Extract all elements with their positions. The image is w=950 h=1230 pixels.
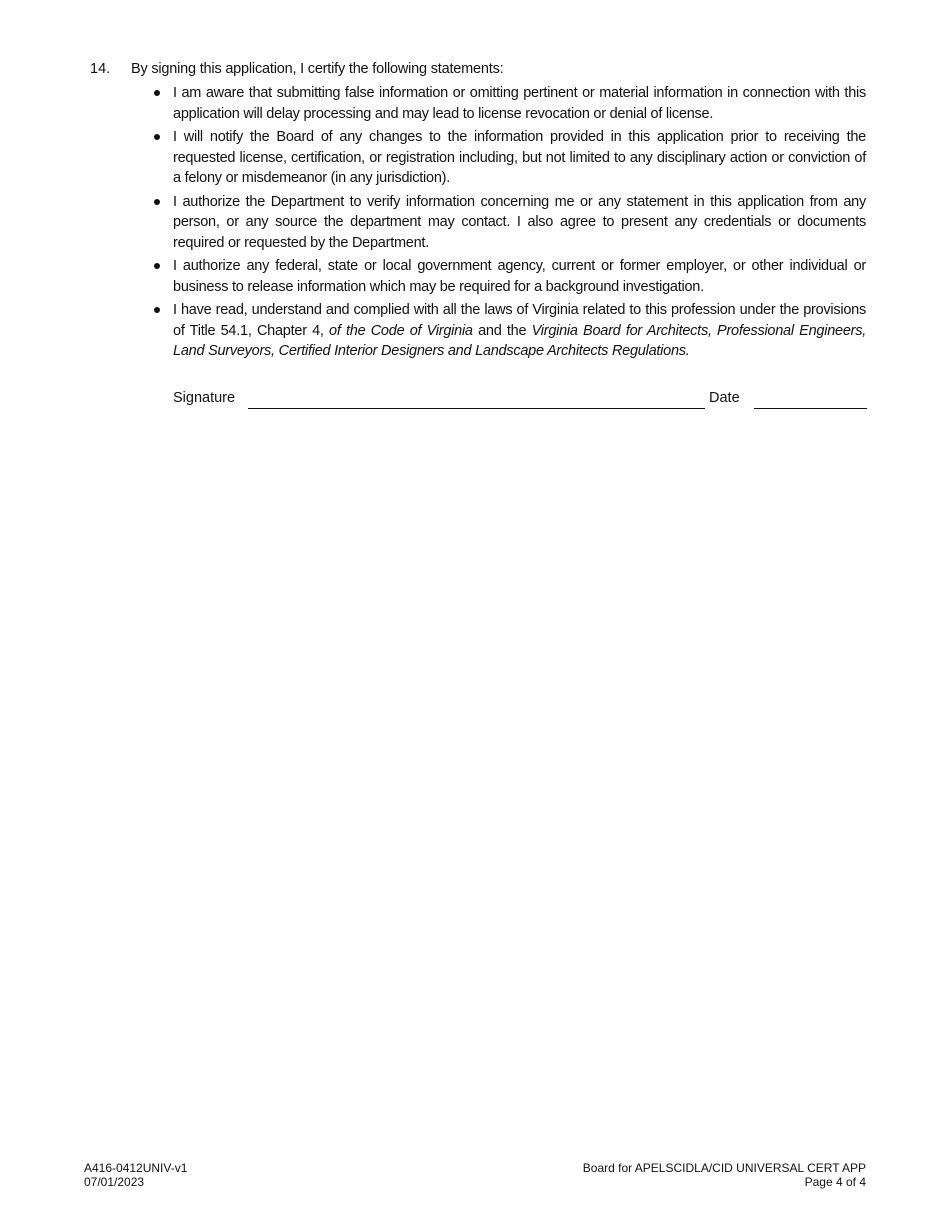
page-number: Page 4 of 4 bbox=[804, 1175, 866, 1189]
statement-notify-board bbox=[173, 127, 866, 189]
form-id: A416-0412UNIV-v1 bbox=[84, 1161, 188, 1175]
statement-text: I am aware that submitting false information or omitting pertinent or material information in connection with this application will delay processing and may lead to license revocation or denial of license. bbox=[173, 85, 866, 122]
signature-label: Signature bbox=[173, 390, 236, 406]
footer-board-info bbox=[583, 1161, 866, 1189]
item-number: 14. bbox=[90, 61, 111, 77]
bullet-icon bbox=[154, 90, 160, 96]
statement-text: I authorize the Department to verify information concerning me or any statement in this application from any person, or any source the department may contact. I also agree to present any credentials or documents required or requested by the Department. bbox=[173, 193, 866, 251]
footer-form-info bbox=[84, 1161, 187, 1189]
statement-text-part1: I have read, understand and complied with all the laws of Virginia related to this profession under the provisions of Title 54.1, Chapter 4, bbox=[173, 302, 866, 339]
date-label: Date bbox=[709, 390, 740, 406]
certification-heading: By signing this application, I certify the following statements: bbox=[131, 61, 504, 77]
bullet-icon bbox=[154, 307, 160, 313]
code-of-virginia-reference: of the Code of Virginia bbox=[329, 322, 473, 339]
statement-laws-compliance bbox=[173, 300, 866, 362]
statement-text: I will notify the Board of any changes to the information provided in this application prior to receiving the requested license, certification, or registration including, but not limited to any disciplinary action or conviction of a felony or misdemeanor (in any jurisdiction). bbox=[173, 129, 866, 186]
bullet-icon bbox=[154, 134, 160, 140]
statement-false-information bbox=[173, 83, 866, 124]
regulations-reference: Virginia Board for Architects, Professional Engineers, Land Surveyors, Certified Interior Designers and Landscape Architects Regulations. bbox=[173, 322, 867, 359]
form-date: 07/01/2023 bbox=[84, 1175, 145, 1189]
statement-authorize-verification bbox=[173, 192, 866, 254]
statement-text: I authorize any federal, state or local government agency, current or former employer, or other individual or business to release information which may be required for a background investigation. bbox=[173, 258, 866, 295]
bullet-icon bbox=[154, 199, 160, 205]
board-title: Board for APELSCIDLA/CID UNIVERSAL CERT APP bbox=[582, 1161, 866, 1175]
bullet-icon bbox=[154, 263, 160, 269]
date-field[interactable] bbox=[754, 408, 867, 409]
statement-authorize-release bbox=[173, 256, 866, 297]
certification-statements bbox=[173, 83, 866, 365]
statement-text bbox=[173, 302, 866, 359]
statement-text-part2: and the bbox=[472, 322, 532, 339]
signature-field[interactable] bbox=[248, 408, 705, 409]
